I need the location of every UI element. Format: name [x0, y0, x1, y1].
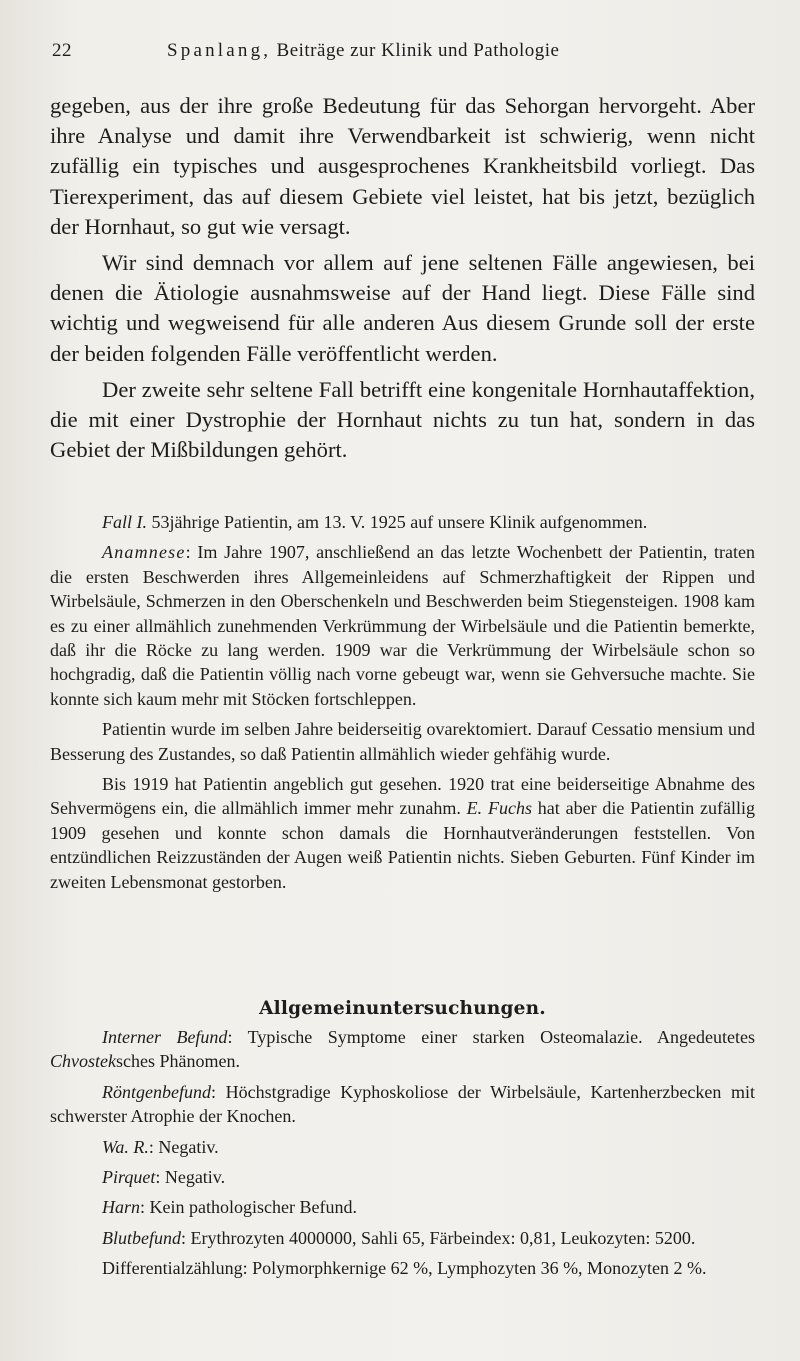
author-name: E. Fuchs: [466, 798, 532, 819]
finding-label: Röntgenbefund: [102, 1081, 211, 1102]
finding-label: Interner Befund: [102, 1027, 228, 1047]
paragraph-3: Der zweite sehr seltene Fall betrifft eine kongenitale Hornhautaffektion, die mit einer Dystrophie der Hornhaut nichts zu tun hat, sondern in das Gebiet der Mißbildungen gehört.: [50, 376, 755, 463]
finding-wa-r: [50, 1135, 755, 1159]
finding-label: Blutbefund: [102, 1227, 181, 1248]
page-number: 22: [52, 40, 72, 61]
finding-text: : Negativ.: [155, 1167, 226, 1188]
finding-xray: [50, 1080, 755, 1129]
finding-pirquet: [50, 1165, 755, 1189]
case-intro: [50, 510, 755, 534]
finding-text: : Erythrozyten 4000000, Sahli 65, Färbeindex: 0,81, Leukozyten: 5200.: [181, 1227, 696, 1248]
case-text: 53jährige Patientin, am 13. V. 1925 auf unsere Klinik aufgenommen.: [147, 512, 648, 532]
finding-text: : Negativ.: [148, 1136, 219, 1157]
anamnese-text: : Im Jahre 1907, anschließend an das letzte Wochenbett der Patientin, traten die ersten Beschwerden ihres Allgemeinleidens auf Schmerzhaftigkeit der Rippen und Wirbelsäule, Schmerzen in den Oberschenkeln und Beschwerden beim Stiegensteigen. 1908 kam es zu einer allmählich zunehmenden Verkrümmung der Wirbelsäule und die Patientin bemerkte, daß ihr die Röcke zu lang werden. 1909 war die Verkrümmung der Wirbelsäule schon so hochgradig, daß die Patientin völlig nach vorne gebeugt war, wenn sie Gehversuche machte. Sie konnte sich kaum mehr mit Stöcken fortschleppen.: [50, 542, 755, 709]
finding-text: : Höchstgradige Kyphoskoliose der Wirbelsäule, Kartenherzbecken mit schwerster Atrophie der Knochen.: [50, 1081, 755, 1127]
anamnese-p3-start: Bis 1919 hat Patientin angeblich gut gesehen. 1920 trat eine beiderseitige Abnahme des Sehvermögens ein, die allmählich immer mehr zunahm.: [50, 774, 755, 819]
anamnese-label: Anamnese: [102, 542, 186, 563]
intro-text: [50, 91, 755, 465]
case-report: [50, 510, 755, 894]
finding-internal: [50, 1025, 755, 1074]
paragraph-1: gegeben, aus der ihre große Bedeutung für das Sehorgan hervorgeht. Aber ihre Analyse und damit ihre Verwendbarkeit ist schwierig, wenn nicht zufällig ein typisches und ausgesprochenes Krankheitsbild vorliegt. Das Tierexperiment, das auf diesem Gebiete viel leistet, hat bis jetzt, bezüglich der Hornhaut, so gut wie versagt.: [50, 93, 755, 239]
running-author: Spanlang,: [167, 40, 272, 61]
anamnese-paragraph-3: [50, 772, 755, 894]
anamnese-paragraph-2: Patientin wurde im selben Jahre beiderseitig ovarektomiert. Darauf Cessatio mensium und Besserung des Zustandes, so daß Patientin allmählich wieder gehfähig wurde.: [50, 719, 755, 764]
finding-text: : Typische Symptome einer starken Osteomalazie. Angedeutetes: [227, 1027, 756, 1047]
running-title-text: Beiträge zur Klinik und Pathologie: [276, 40, 560, 61]
finding-urine: [50, 1195, 755, 1219]
finding-blood: [50, 1226, 755, 1250]
case-label: Fall I.: [102, 512, 147, 532]
finding-label: Harn: [102, 1197, 141, 1218]
findings-list: [50, 1025, 755, 1281]
anamnese-paragraph: [50, 540, 755, 711]
finding-differential: [50, 1256, 755, 1280]
paragraph-2: Wir sind demnach vor allem auf jene seltenen Fälle angewiesen, bei denen die Ätiologie ausnahmsweise auf der Hand liegt. Diese Fälle sind wichtig und wegweisend für alle anderen Aus diesem Grunde soll der erste der beiden folgenden Fälle veröffentlicht werden.: [50, 250, 755, 366]
finding-text: Differentialzählung: Polymorphkernige 62 %, Lymphozyten 36 %, Monozyten 2 %.: [102, 1258, 707, 1279]
running-title: [167, 40, 559, 62]
finding-label: Wa. R.: [102, 1136, 149, 1157]
finding-text: : Kein pathologischer Befund.: [140, 1197, 357, 1218]
section-heading: Allgemeinuntersuchungen.: [259, 998, 546, 1019]
finding-label: Pirquet: [102, 1167, 156, 1188]
anamnese-p3-end: hat aber die Patientin zufällig 1909 gesehen und konnte schon damals die Hornhautveränderungen feststellen. Von entzündlichen Reizzuständen der Augen weiß Patientin nichts. Sieben Geburten. Fünf Kinder im zweiten Lebensmonat gestorben.: [50, 798, 756, 892]
finding-tail: sches Phänomen.: [115, 1051, 240, 1072]
finding-name: Chvostek: [50, 1051, 116, 1072]
